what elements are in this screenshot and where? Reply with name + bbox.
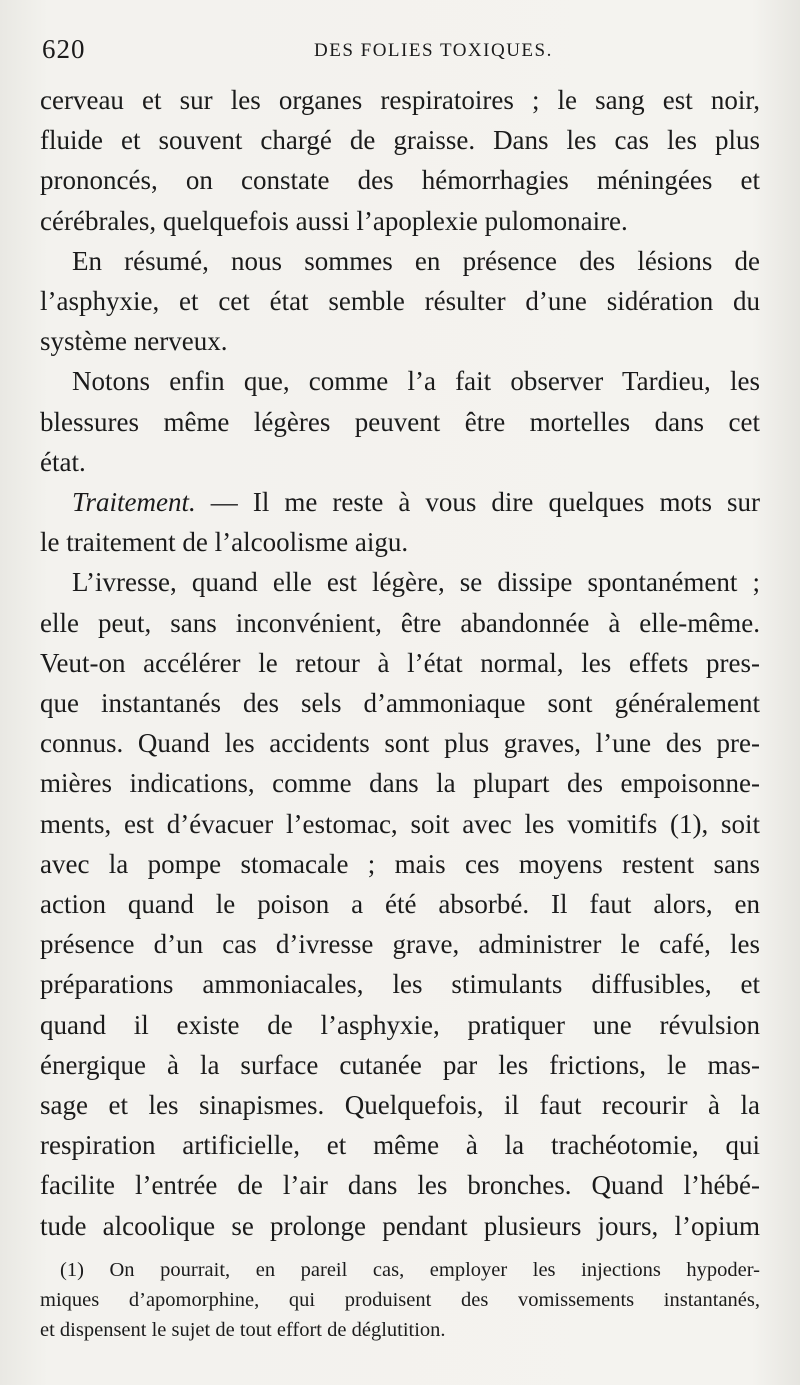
paragraph-ivresse: [40, 562, 760, 1245]
text-line: [40, 482, 760, 522]
text-line: prononcés, on constate des hémorrhagies méningées et: [40, 165, 760, 196]
text-line: mières indications, comme dans la plupart des empoisonne-: [40, 768, 760, 799]
text-line: système nerveux.: [40, 326, 228, 357]
text-line: L’ivresse, quand elle est légère, se dissipe spontanément ;: [72, 567, 760, 598]
text-line: avec la pompe stomacale ; mais ces moyens restent sans: [40, 848, 760, 879]
text-line: l’asphyxie, et cet état semble résulter d’une sidération du: [40, 286, 760, 317]
running-title: DES FOLIES TOXIQUES.: [314, 40, 553, 61]
paragraph-tardieu: [40, 361, 760, 482]
paragraph-resume: [40, 241, 760, 362]
footnote-line: miques d’apomorphine, qui produisent des vomissements instantanés,: [40, 1289, 760, 1311]
text-line: présence d’un cas d’ivresse grave, administrer le café, les: [40, 929, 760, 960]
text-line: ments, est d’évacuer l’estomac, soit avec les vomitifs (1), soit: [40, 808, 760, 839]
text-line: que instantanés des sels d’ammoniaque sont généralement: [40, 688, 760, 719]
text-line: quand il existe de l’asphyxie, pratiquer une révulsion: [40, 1009, 760, 1040]
text-line: Veut-on accélérer le retour à l’état normal, les effets pres-: [40, 647, 760, 678]
text-line: blessures même légères peuvent être mortelles dans cet: [40, 406, 760, 437]
text-line: Notons enfin que, comme l’a fait observer Tardieu, les: [72, 366, 760, 397]
text-line: état.: [40, 446, 86, 477]
text-line: cérébrales, quelquefois aussi l’apoplexie pulomonaire.: [40, 205, 628, 236]
text-line: fluide et souvent chargé de graisse. Dans les cas les plus: [40, 125, 760, 156]
text-line: tude alcoolique se prolonge pendant plusieurs jours, l’opium: [40, 1210, 760, 1241]
text-fragment: — Il me reste à vous dire quelques mots sur: [195, 487, 760, 518]
footnote-line: (1) On pourrait, en pareil cas, employer les injections hypoder-: [60, 1259, 760, 1281]
text-line: cerveau et sur les organes respiratoires ; le sang est noir,: [40, 85, 760, 115]
text-line: action quand le poison a été absorbé. Il faut alors, en: [40, 889, 760, 920]
body-text: [40, 80, 760, 1246]
text-line: connus. Quand les accidents sont plus graves, l’une des pre-: [40, 728, 760, 759]
text-line: elle peut, sans inconvénient, être abandonnée à elle-même.: [40, 607, 760, 638]
text-line: le traitement de l’alcoolisme aigu.: [40, 527, 409, 558]
text-line: sage et les sinapismes. Quelquefois, il faut recourir à la: [40, 1090, 760, 1121]
section-heading-traitement: Traitement.: [72, 487, 196, 518]
paragraph-lesions: [40, 80, 760, 241]
text-line: En résumé, nous sommes en présence des lésions de: [72, 245, 760, 276]
footnote-line: et dispensent le sujet de tout effort de déglutition.: [40, 1319, 446, 1341]
paragraph-traitement: [40, 482, 760, 562]
text-line: respiration artificielle, et même à la trachéotomie, qui: [40, 1130, 760, 1161]
text-line: préparations ammoniacales, les stimulants diffusibles, et: [40, 969, 760, 1000]
page-header: [40, 30, 760, 70]
footnote: [40, 1255, 760, 1345]
text-line: énergique à la surface cutanée par les frictions, le mas-: [40, 1049, 760, 1080]
page-number: 620: [42, 34, 86, 64]
text-line: facilite l’entrée de l’air dans les bronches. Quand l’hébé-: [40, 1170, 760, 1201]
